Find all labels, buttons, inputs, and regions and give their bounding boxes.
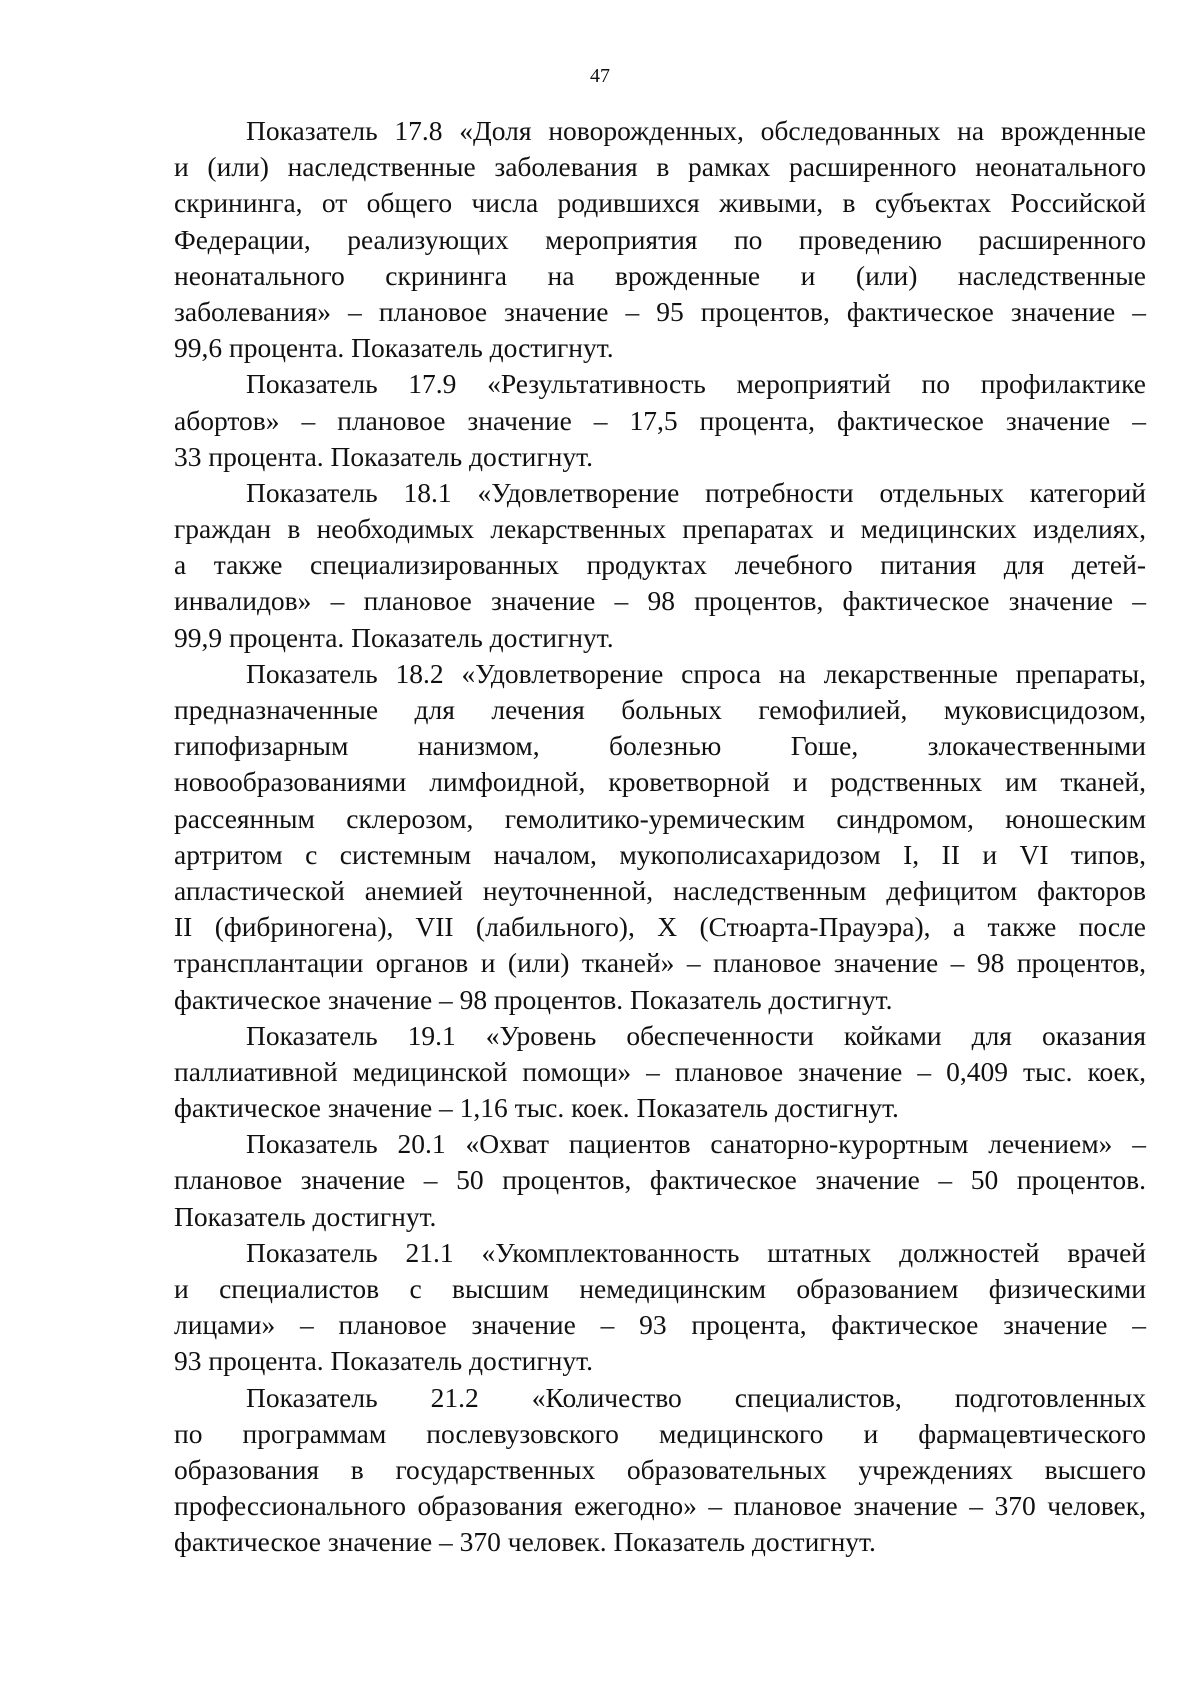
paragraph xyxy=(174,1380,1146,1561)
paragraph-line: Показатель 17.9 «Результативность мероприятий по профилактике xyxy=(246,368,1146,400)
paragraph-line: фактическое значение – 370 человек. Показатель достигнут. xyxy=(174,1526,876,1558)
paragraph-line: артритом с системным началом, мукополисахаридозом I, II и VI типов, xyxy=(174,838,1146,870)
paragraph-line: заболевания» – плановое значение – 95 процентов, фактическое значение – xyxy=(174,295,1146,327)
paragraph-line: апластической анемией неуточненной, наследственным дефицитом факторов xyxy=(174,874,1146,906)
paragraph-line: Показатель 19.1 «Уровень обеспеченности койками для оказания xyxy=(246,1019,1146,1051)
paragraph-line: лицами» – плановое значение – 93 процента, фактическое значение – xyxy=(174,1309,1146,1341)
paragraph-line: а также специализированных продуктах лечебного питания для детей- xyxy=(174,549,1146,581)
paragraph-line: Показатель достигнут. xyxy=(174,1200,437,1232)
page-number: 47 xyxy=(590,65,610,87)
paragraph-line: абортов» – плановое значение – 17,5 процента, фактическое значение – xyxy=(174,404,1146,436)
paragraph-line: плановое значение – 50 процентов, фактическое значение – 50 процентов. xyxy=(174,1164,1146,1196)
paragraph-line: граждан в необходимых лекарственных препаратах и медицинских изделиях, xyxy=(174,513,1146,545)
paragraph-line: инвалидов» – плановое значение – 98 процентов, фактическое значение – xyxy=(174,585,1146,617)
paragraph-line: трансплантации органов и (или) тканей» – плановое значение – 98 процентов, xyxy=(174,947,1146,979)
paragraph xyxy=(174,1235,1146,1380)
paragraph-line: и (или) наследственные заболевания в рамках расширенного неонатального xyxy=(174,151,1146,183)
paragraph-line: по программам послевузовского медицинского и фармацевтического xyxy=(174,1417,1146,1449)
paragraph xyxy=(174,113,1146,366)
paragraph-line: Показатель 18.2 «Удовлетворение спроса на лекарственные препараты, xyxy=(246,657,1146,689)
paragraph-line: Показатель 21.2 «Количество специалистов, подготовленных xyxy=(246,1381,1146,1413)
paragraph-line: 93 процента. Показатель достигнут. xyxy=(174,1345,593,1377)
paragraph xyxy=(174,475,1146,656)
paragraph-line: и специалистов с высшим немедицинским образованием физическими xyxy=(174,1273,1146,1304)
paragraph-line: 99,6 процента. Показатель достигнут. xyxy=(174,332,614,364)
paragraph-line: гипофизарным нанизмом, болезнью Гоше, злокачественными xyxy=(174,730,1146,762)
paragraph-line: неонатального скрининга на врожденные и (или) наследственные xyxy=(174,259,1146,291)
paragraph-line: Показатель 21.1 «Укомплектованность штатных должностей врачей xyxy=(246,1236,1146,1268)
paragraph-line: профессионального образования ежегодно» – плановое значение – 370 человек, xyxy=(174,1490,1146,1522)
paragraph-line: 99,9 процента. Показатель достигнут. xyxy=(174,621,614,653)
paragraph-line: Федерации, реализующих мероприятия по проведению расширенного xyxy=(174,223,1146,255)
paragraph xyxy=(174,656,1146,1018)
paragraph-line: Показатель 18.1 «Удовлетворение потребности отдельных категорий xyxy=(246,476,1146,508)
paragraph-line: фактическое значение – 1,16 тыс. коек. Показатель достигнут. xyxy=(174,1092,899,1124)
paragraph-line: рассеянным склерозом, гемолитико-уремическим синдромом, юношеским xyxy=(174,802,1146,834)
paragraph xyxy=(174,1018,1146,1127)
paragraph-line: скрининга, от общего числа родившихся живыми, в субъектах Российской xyxy=(174,187,1146,219)
paragraph-line: предназначенные для лечения больных гемофилией, муковисцидозом, xyxy=(174,694,1146,725)
paragraph-line: образования в государственных образовательных учреждениях высшего xyxy=(174,1453,1146,1485)
paragraph-line: Показатель 17.8 «Доля новорожденных, обследованных на врожденные xyxy=(246,115,1146,146)
paragraph xyxy=(174,1126,1146,1235)
paragraph-line: 33 процента. Показатель достигнут. xyxy=(174,440,593,472)
paragraph-line: паллиативной медицинской помощи» – плановое значение – 0,409 тыс. коек, xyxy=(174,1055,1146,1087)
document-body xyxy=(174,113,1146,1561)
paragraph-line: фактическое значение – 98 процентов. Показатель достигнут. xyxy=(174,983,893,1015)
paragraph-line: II (фибриногена), VII (лабильного), X (Стюарта-Прауэра), а также после xyxy=(174,911,1146,943)
paragraph-line: Показатель 20.1 «Охват пациентов санаторно-курортным лечением» – xyxy=(246,1128,1146,1160)
paragraph xyxy=(174,366,1146,475)
paragraph-line: новообразованиями лимфоидной, кроветворной и родственных им тканей, xyxy=(174,766,1146,798)
